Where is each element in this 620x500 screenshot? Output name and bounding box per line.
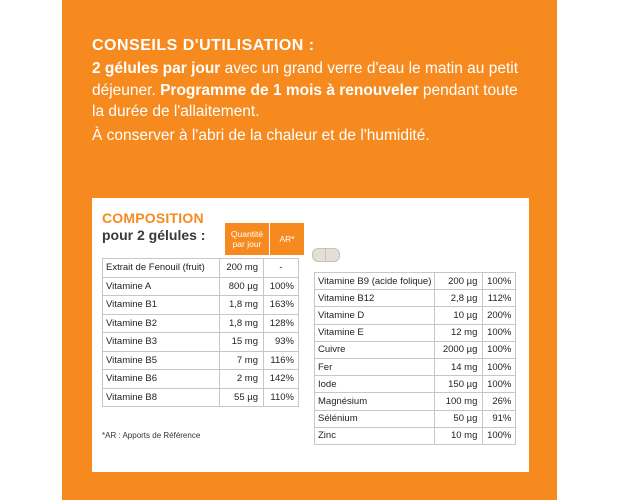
nutrient-ar: 100%	[483, 324, 516, 341]
usage-advice	[92, 36, 532, 146]
nutrient-name: Zinc	[315, 427, 435, 444]
nutrient-quantity: 1,8 mg	[220, 314, 264, 333]
nutrient-quantity: 150 µg	[435, 376, 483, 393]
header-ar: AR*	[270, 223, 304, 255]
composition-subtitle: pour 2 gélules :	[102, 227, 206, 243]
nutrient-ar: 163%	[264, 296, 299, 315]
nutrient-ar: 100%	[483, 427, 516, 444]
nutrient-ar: 142%	[264, 370, 299, 389]
nutrient-table-right	[314, 272, 516, 445]
nutrient-name: Vitamine B9 (acide folique)	[315, 273, 435, 290]
nutrient-name: Vitamine B2	[103, 314, 220, 333]
composition-title: COMPOSITION	[102, 210, 204, 226]
nutrient-ar: 93%	[264, 333, 299, 352]
table-row	[103, 333, 299, 352]
nutrient-name: Vitamine B5	[103, 351, 220, 370]
nutrient-name: Fer	[315, 358, 435, 375]
nutrient-name: Vitamine B8	[103, 388, 220, 407]
dose-emphasis: 2 gélules par jour	[92, 60, 221, 77]
nutrient-quantity: 10 mg	[435, 427, 483, 444]
dose-detail: avec un grand verre d'eau le matin au petit déjeuner.	[92, 60, 519, 99]
table-row	[315, 410, 516, 427]
nutrient-name: Vitamine A	[103, 277, 220, 296]
table-row	[103, 388, 299, 407]
nutrient-quantity: 10 µg	[435, 307, 483, 324]
nutrient-quantity: 100 mg	[435, 393, 483, 410]
capsule-icon	[312, 248, 340, 262]
composition-panel	[92, 198, 529, 472]
dosage-text	[92, 58, 532, 123]
table-row	[103, 259, 299, 278]
table-row	[315, 376, 516, 393]
nutrient-quantity: 2 mg	[220, 370, 264, 389]
table-row	[103, 351, 299, 370]
nutrient-quantity: 200 mg	[220, 259, 264, 278]
usage-heading: CONSEILS D'UTILISATION :	[92, 37, 315, 54]
product-info-panel	[62, 0, 557, 500]
header-quantity	[225, 223, 269, 255]
storage-text: À conserver à l'abri de la chaleur et de l'humidité.	[92, 126, 430, 144]
nutrient-ar: 100%	[483, 358, 516, 375]
nutrient-name: Vitamine B6	[103, 370, 220, 389]
nutrient-name: Cuivre	[315, 341, 435, 358]
nutrient-name: Vitamine B1	[103, 296, 220, 315]
table-row	[315, 324, 516, 341]
nutrient-name: Iode	[315, 376, 435, 393]
nutrient-quantity: 55 µg	[220, 388, 264, 407]
nutrient-quantity: 12 mg	[435, 324, 483, 341]
nutrient-ar: 110%	[264, 388, 299, 407]
program-detail: pendant toute la durée de l'allaitement.	[92, 81, 518, 120]
table-row	[315, 358, 516, 375]
program-emphasis: Programme de 1 mois à renouveler	[160, 81, 419, 99]
table-row	[315, 341, 516, 358]
nutrient-quantity: 800 µg	[220, 277, 264, 296]
nutrient-ar: 116%	[264, 351, 299, 370]
nutrient-name: Vitamine B3	[103, 333, 220, 352]
nutrient-quantity: 14 mg	[435, 358, 483, 375]
nutrient-ar: -	[264, 259, 299, 278]
table-row	[103, 370, 299, 389]
nutrient-ar: 112%	[483, 290, 516, 307]
nutrient-name: Magnésium	[315, 393, 435, 410]
header-quantity-label: Quantité par jour	[230, 229, 264, 249]
nutrient-quantity: 7 mg	[220, 351, 264, 370]
nutrient-quantity: 1,8 mg	[220, 296, 264, 315]
table-row	[315, 393, 516, 410]
table-row	[103, 314, 299, 333]
nutrient-name: Vitamine E	[315, 324, 435, 341]
nutrient-ar: 100%	[483, 273, 516, 290]
nutrient-ar: 200%	[483, 307, 516, 324]
nutrient-quantity: 200 µg	[435, 273, 483, 290]
nutrient-quantity: 2,8 µg	[435, 290, 483, 307]
nutrient-ar: 128%	[264, 314, 299, 333]
nutrient-ar: 100%	[264, 277, 299, 296]
nutrient-ar: 91%	[483, 410, 516, 427]
nutrient-quantity: 15 mg	[220, 333, 264, 352]
nutrient-quantity: 2000 µg	[435, 341, 483, 358]
table-row	[315, 273, 516, 290]
table-row	[103, 277, 299, 296]
nutrient-ar: 26%	[483, 393, 516, 410]
nutrient-name: Extrait de Fenouil (fruit)	[103, 259, 220, 278]
table-row	[103, 296, 299, 315]
nutrient-name: Vitamine B12	[315, 290, 435, 307]
nutrient-quantity: 50 µg	[435, 410, 483, 427]
nutrient-ar: 100%	[483, 376, 516, 393]
nutrient-ar: 100%	[483, 341, 516, 358]
table-row	[315, 307, 516, 324]
table-row	[315, 290, 516, 307]
nutrient-table-left	[102, 258, 299, 407]
nutrient-name: Vitamine D	[315, 307, 435, 324]
table-row	[315, 427, 516, 444]
nutrient-name: Sélénium	[315, 410, 435, 427]
footnote: *AR : Apports de Référence	[102, 431, 201, 440]
